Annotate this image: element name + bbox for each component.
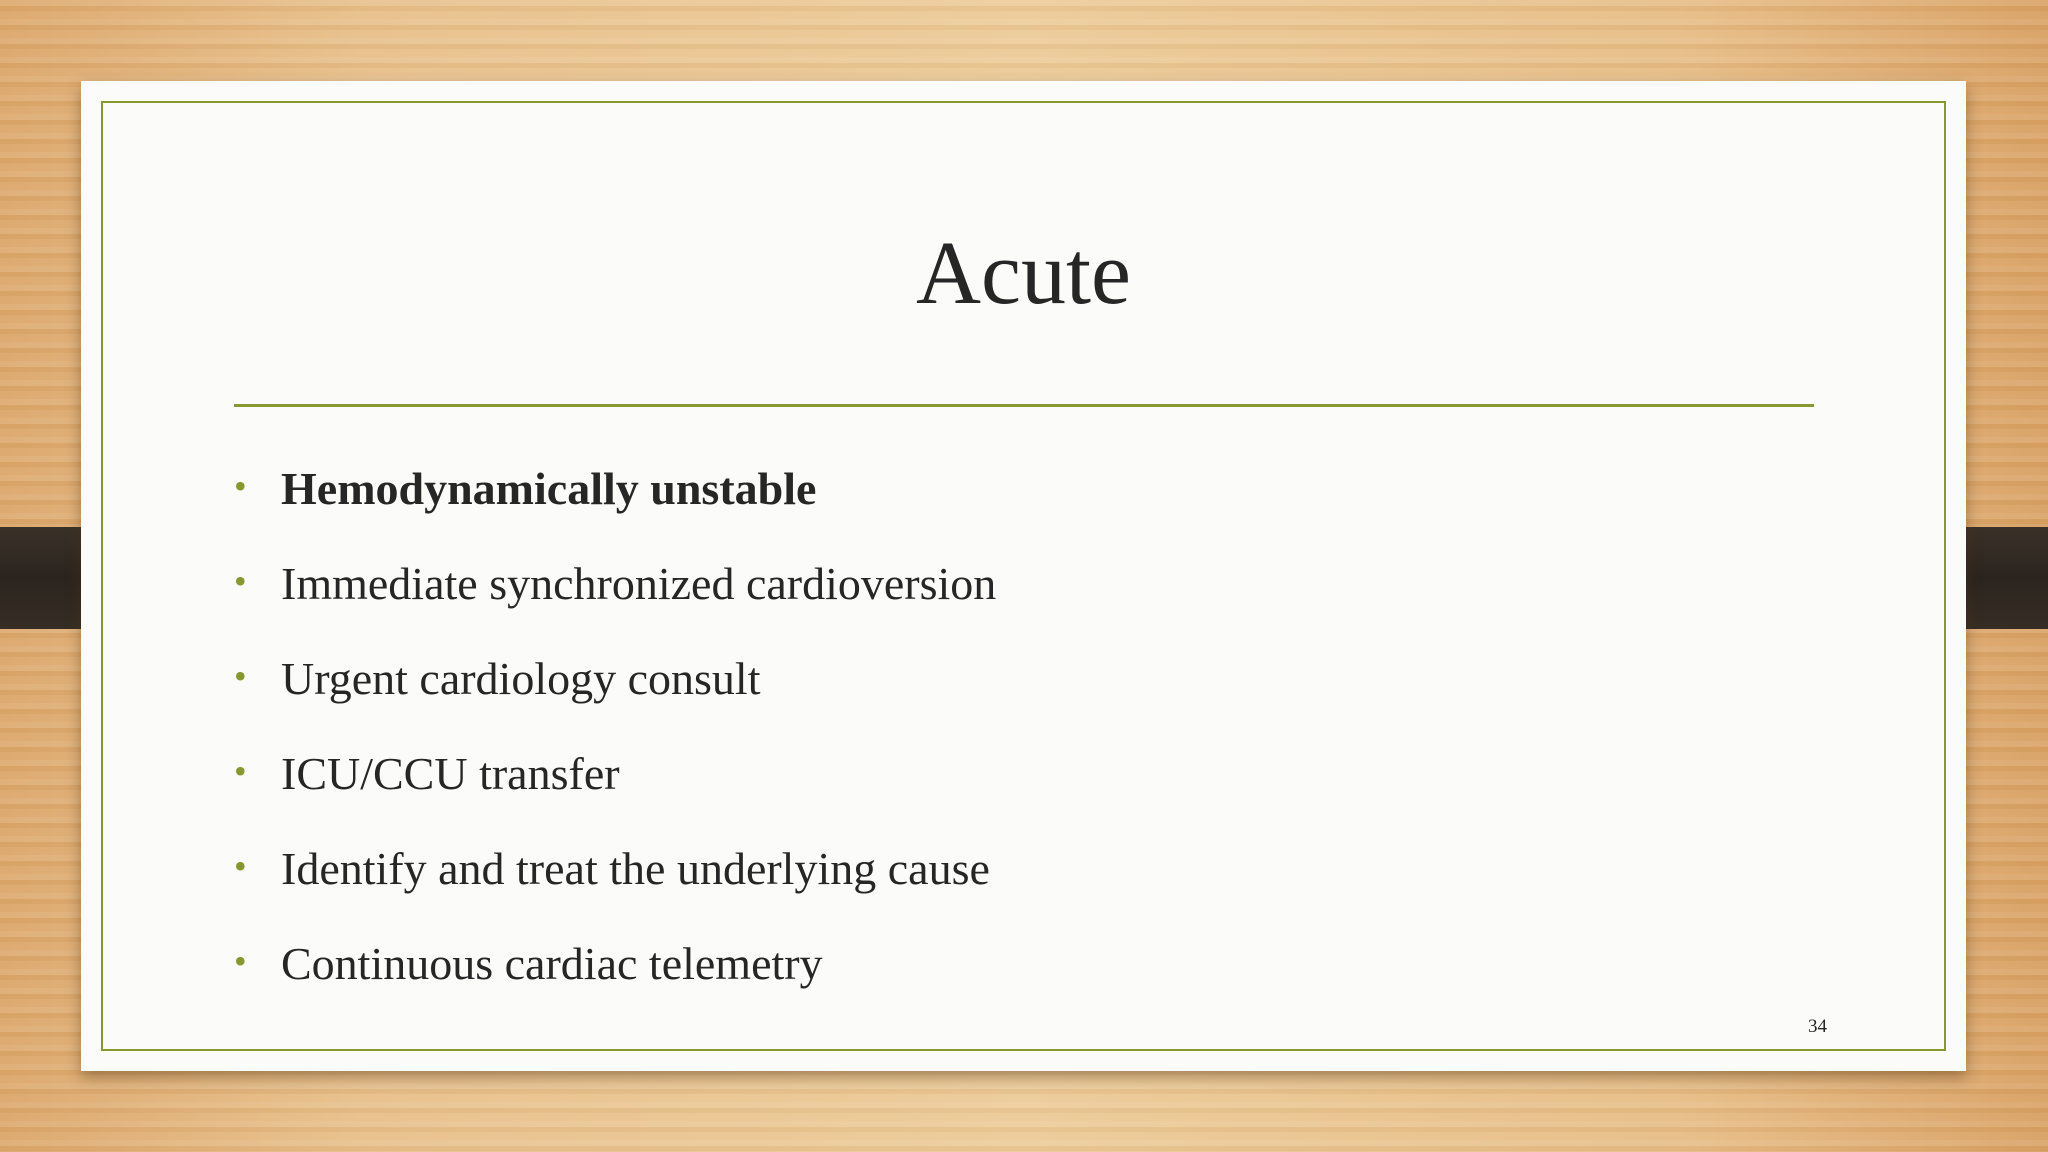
list-item-text: Urgent cardiology consult xyxy=(281,653,761,704)
bullet-dot-icon: • xyxy=(234,466,247,506)
bullet-dot-icon: • xyxy=(234,656,247,696)
list-item xyxy=(234,558,997,656)
list-item-text: Hemodynamically unstable xyxy=(281,463,817,514)
slide xyxy=(81,81,1966,1071)
list-item-text: ICU/CCU transfer xyxy=(281,748,620,799)
list-item xyxy=(234,748,996,846)
list-item xyxy=(234,843,996,941)
page-number: 34 xyxy=(1808,1016,1827,1037)
list-item-text: Continuous cardiac telemetry xyxy=(281,938,823,989)
bullet-list xyxy=(234,463,997,1036)
bullet-dot-icon: • xyxy=(234,751,247,791)
bullet-dot-icon: • xyxy=(234,561,247,601)
list-item xyxy=(234,463,996,561)
title-divider xyxy=(234,404,1814,407)
bullet-dot-icon: • xyxy=(234,846,247,886)
bullet-dot-icon: • xyxy=(234,941,247,981)
list-item xyxy=(234,938,996,1036)
slide-title: Acute xyxy=(916,224,1131,323)
list-item xyxy=(234,653,996,751)
list-item-text: Identify and treat the underlying cause xyxy=(281,843,990,894)
list-item-text: Immediate synchronized cardioversion xyxy=(281,558,997,609)
